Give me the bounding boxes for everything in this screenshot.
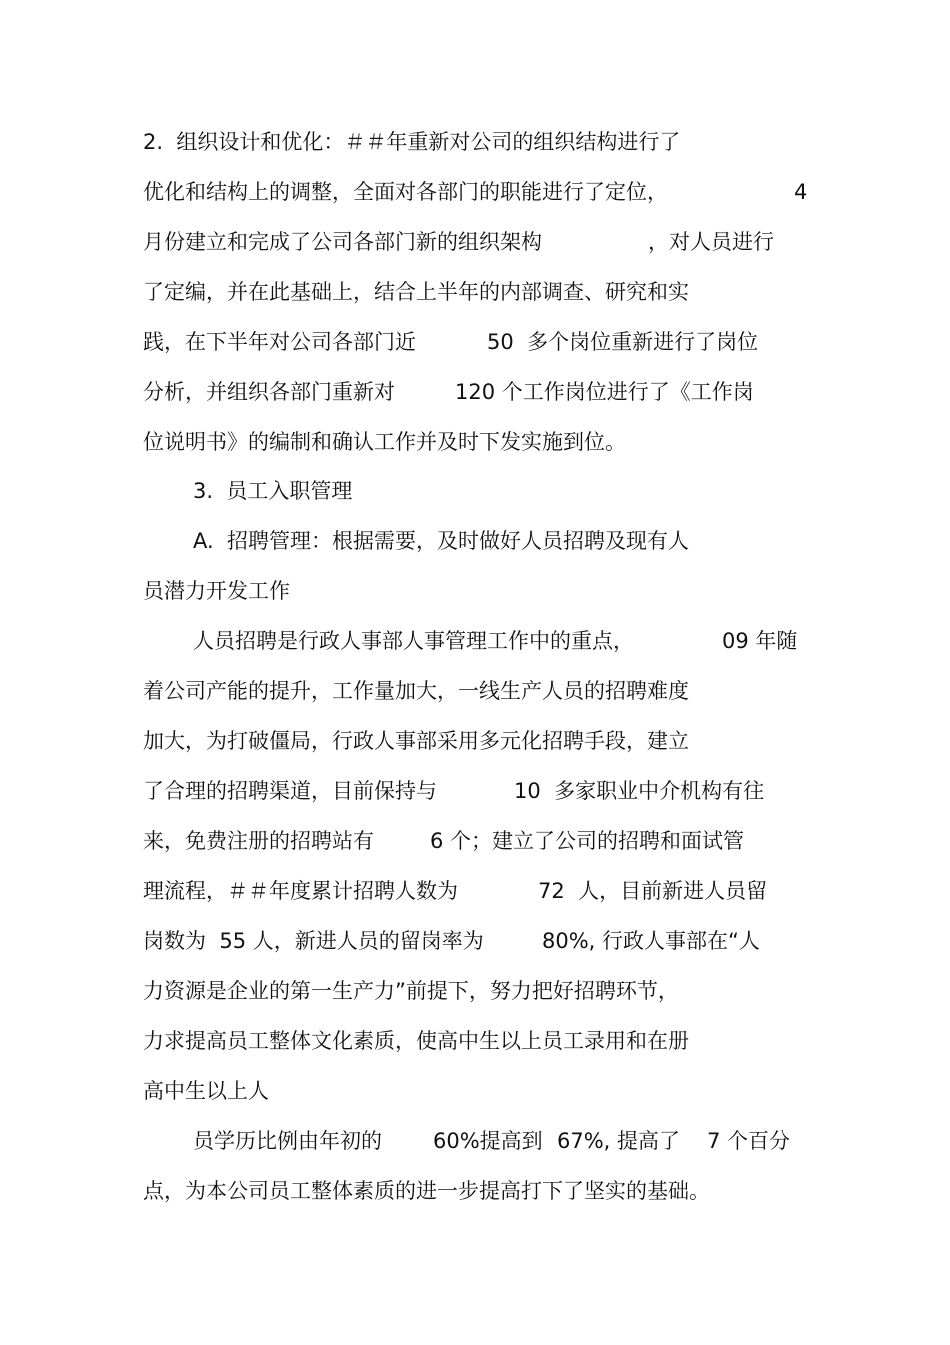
text-segment: 60%提高到 xyxy=(433,1129,543,1153)
text-line xyxy=(0,1024,950,1058)
text-segment: 了定编，并在此基础上，结合上半年的内部调查、研究和实 xyxy=(143,280,689,304)
text-segment: 月份建立和完成了公司各部门新的组织架构 xyxy=(143,230,542,254)
text-segment: 3. 员工入职管理 xyxy=(193,479,353,503)
text-segment: ，对人员进行 xyxy=(648,230,774,254)
section-heading xyxy=(0,474,950,508)
text-line xyxy=(0,125,950,159)
text-line xyxy=(0,974,950,1008)
text-line xyxy=(0,574,950,608)
text-segment: 岗数为 55 人，新进人员的留岗率为 xyxy=(143,929,484,953)
text-segment: 来，免费注册的招聘站有 xyxy=(143,829,374,853)
text-line xyxy=(0,425,950,459)
text-segment: 7 个百分 xyxy=(707,1129,791,1153)
text-segment: 10 多家职业中介机构有往 xyxy=(514,779,765,803)
text-segment: 分析，并组织各部门重新对 xyxy=(143,380,395,404)
text-line xyxy=(0,774,950,808)
text-segment: 着公司产能的提升，工作量加大，一线生产人员的招聘难度 xyxy=(143,679,689,703)
text-segment: 点，为本公司员工整体素质的进一步提高打下了坚实的基础。 xyxy=(143,1179,710,1203)
text-line xyxy=(0,924,950,958)
text-segment: 践，在下半年对公司各部门近 xyxy=(143,330,416,354)
text-segment: 50 多个岗位重新进行了岗位 xyxy=(487,330,759,354)
text-segment: 优化和结构上的调整，全面对各部门的职能进行了定位， xyxy=(143,180,668,204)
text-segment: 加大，为打破僵局，行政人事部采用多元化招聘手段，建立 xyxy=(143,729,689,753)
text-segment: 72 人，目前新进人员留 xyxy=(538,879,768,903)
text-segment: 了合理的招聘渠道，目前保持与 xyxy=(143,779,437,803)
text-segment: 理流程，＃＃年度累计招聘人数为 xyxy=(143,879,458,903)
text-line xyxy=(0,275,950,309)
text-line xyxy=(0,325,950,359)
text-segment: 6 个；建立了公司的招聘和面试管 xyxy=(430,829,745,853)
text-line xyxy=(0,175,950,209)
text-segment: 80%, 行政人事部在“人 xyxy=(542,929,760,953)
text-segment: 员潜力开发工作 xyxy=(143,579,290,603)
text-segment: 4 xyxy=(794,180,808,204)
text-segment: 67%, 提高了 xyxy=(557,1129,681,1153)
text-segment: 力资源是企业的第一生产力”前提下，努力把好招聘环节， xyxy=(143,979,679,1003)
text-line xyxy=(0,624,950,658)
text-segment: 2. 组织设计和优化：＃＃年重新对公司的组织结构进行了 xyxy=(143,130,681,154)
text-segment: 力求提高员工整体文化素质，使高中生以上员工录用和在册 xyxy=(143,1029,689,1053)
text-segment: A. 招聘管理：根据需要，及时做好人员招聘及现有人 xyxy=(193,529,690,553)
text-line xyxy=(0,524,950,558)
text-line xyxy=(0,1124,950,1158)
text-segment: 人员招聘是行政人事部人事管理工作中的重点， xyxy=(193,629,634,653)
text-line xyxy=(0,824,950,858)
text-segment: 员学历比例由年初的 xyxy=(193,1129,382,1153)
text-segment: 09 年随 xyxy=(722,629,798,653)
text-line xyxy=(0,225,950,259)
text-line xyxy=(0,1174,950,1208)
text-line xyxy=(0,874,950,908)
text-line xyxy=(0,375,950,409)
text-line xyxy=(0,674,950,708)
text-line xyxy=(0,1074,950,1108)
text-segment: 120 个工作岗位进行了《工作岗 xyxy=(455,380,754,404)
text-segment: 位说明书》的编制和确认工作并及时下发实施到位。 xyxy=(143,430,626,454)
text-segment: 高中生以上人 xyxy=(143,1079,269,1103)
text-line xyxy=(0,724,950,758)
